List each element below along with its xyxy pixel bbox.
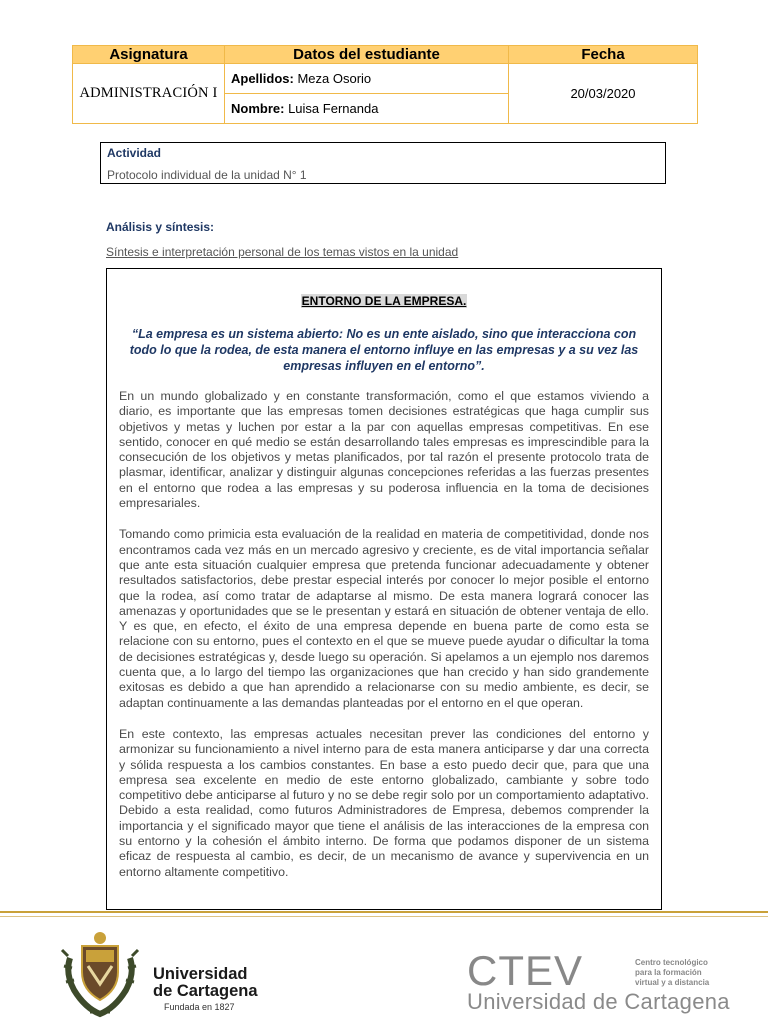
essay-quote: “La empresa es un sistema abierto: No es un ente aislado, sino que interacciona con todo lo que la rodea, de esta manera el entorno influye en las empresas y a su vez las empresas influyen en el entorno”. — [129, 327, 639, 373]
header-student-data: Datos del estudiante — [225, 46, 509, 64]
header-subject: Asignatura — [73, 46, 225, 64]
university-name-line1: Universidad — [153, 965, 248, 983]
activity-text: Protocolo individual de la unidad N° 1 — [107, 168, 307, 182]
analysis-subtitle: Síntesis e interpretación personal de los temas vistos en la unidad — [106, 245, 459, 259]
essay-paragraph-3: En este contexto, las empresas actuales necesitan prever las condiciones del entorno y armonizar su funcionamiento a nivel interno para de esta manera anticiparse y dar una correcta y sólida respuesta a los cambios constantes. En base a esto puedo decir que, para que una empresa sea excelente en medio de este entorno globalizado, cambiante y sobre todo competitivo debe anticiparse al futuro y no se debe regir solo por un comportamiento adaptativo. Debido a esta realidad, como futuros Administradores de Empresa, debemos comprender la importancia y el significado mayor que tiene el análisis de las interacciones de la empresa con su entorno y la cohesión el ámbito interno. De forma que podamos disponer de un sistema eficaz de respuesta al cambio, es decir, de un mecanismo de avance y supervivencia en un entorno altamente competitivo. — [119, 726, 649, 879]
ctev-tagline-line2: para la formación — [635, 968, 702, 977]
essay-box — [106, 268, 662, 910]
activity-title: Actividad — [107, 146, 162, 160]
date-value: 20/03/2020 — [509, 64, 698, 124]
essay-title-text: ENTORNO DE LA EMPRESA. — [301, 294, 467, 308]
university-name-line2: de Cartagena — [153, 982, 258, 1000]
ctev-tagline — [635, 958, 709, 988]
activity-box — [100, 142, 666, 184]
footer-divider — [0, 911, 768, 913]
subject-value: ADMINISTRACIÓN I — [73, 64, 225, 124]
surname-label: Apellidos: — [231, 71, 294, 86]
ctev-tagline-line1: Centro tecnológico — [635, 958, 708, 967]
ctev-logo — [467, 953, 627, 987]
header-date: Fecha — [509, 46, 698, 64]
analysis-title: Análisis y síntesis: — [106, 220, 215, 234]
university-founded: Fundada en 1827 — [164, 1002, 235, 1012]
university-shield-icon — [60, 928, 140, 1018]
footer-divider-thin — [0, 916, 768, 917]
student-info-table — [72, 45, 698, 124]
name-label: Nombre: — [231, 101, 285, 116]
surname-cell — [225, 64, 509, 94]
surname-value: Meza Osorio — [297, 71, 372, 86]
name-cell — [225, 94, 509, 124]
essay-title — [119, 294, 649, 308]
essay-paragraph-1: En un mundo globalizado y en constante transformación, como el que estamos viviendo a diario, es importante que las empresas tomen decisiones estratégicas que haga cumplir sus objetivos y metas y luchen por estar a la par con aquellas empresas competitivas. En ese sentido, conocer en qué medio se están desarrollando tales empresas es imprescindible para la consecución de los objetivos y metas planificados, por tal razón el presente protocolo trata de plasmar, identificar, analizar y distinguir algunas concepciones referidas a las fuerzas presentes en el entorno que rodea a las empresas y su poderosa influencia en la toma de decisiones empresariales. — [119, 389, 649, 511]
ctev-subtitle: Universidad de Cartagena — [467, 989, 730, 1014]
ctev-logo-text: CTEV — [467, 953, 584, 987]
university-name — [153, 966, 258, 1000]
name-value: Luisa Fernanda — [288, 101, 379, 116]
essay-paragraph-2: Tomando como primicia esta evaluación de la realidad en materia de competitividad, donde nos encontramos cada vez más en un mercado agresivo y creciente, es de vital importancia señalar que ante esta situación cualquier empresa que pretenda funcionar adecuadamente y obtener resultados satisfactorios, debe prestar especial interés por conocer lo mejor posible el entorno que la rodea, así como tratar de adaptarse al mismo. De esta manera logrará conocer las amenazas y oportunidades que se le presentan y estará en situación de obtener ventaja de ello. Y es que, en efecto, el éxito de una empresa depende en buena parte de como esta se relacione con su entorno, pues el contexto en el que se mueve puede ayudar o dificultar la toma de decisiones estratégicas y, desde luego su operación. Si apelamos a un ejemplo nos daremos cuenta que, a lo largo del tiempo las organizaciones que han crecido y han sido grandemente exitosas es debido a que han aprendido a relacionarse con su medio ambiente, es decir, se adaptan continuamente a las demandas planteadas por el entorno en el que operan. — [119, 527, 649, 710]
ctev-tagline-line3: virtual y a distancia — [635, 978, 710, 987]
